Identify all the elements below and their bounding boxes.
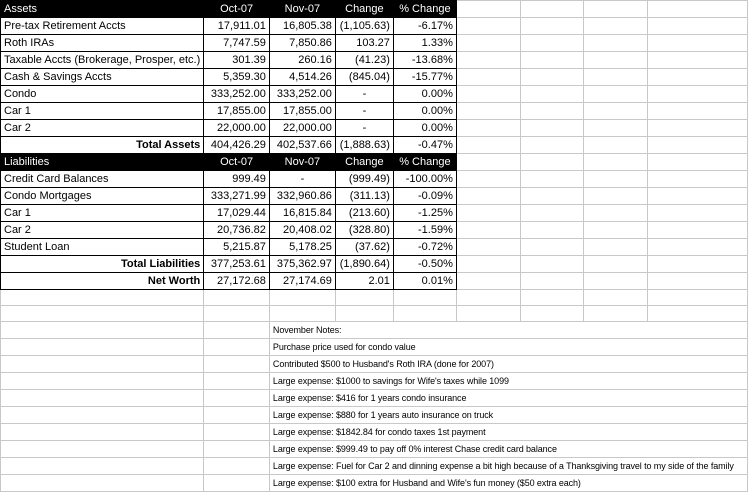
assets-header-cell[interactable]: Change xyxy=(335,1,393,18)
liabilities-header-cell[interactable]: Nov-07 xyxy=(269,154,335,171)
row-label-cell[interactable]: Roth IRAs xyxy=(1,35,204,52)
empty-cell[interactable] xyxy=(648,69,748,86)
liability-row xyxy=(1,205,748,222)
empty-row xyxy=(1,290,748,306)
value-cell[interactable]: -0.09% xyxy=(393,188,456,205)
empty-cell[interactable] xyxy=(456,18,520,35)
note-cell[interactable]: Large expense: $880 for 1 years auto insurance on truck xyxy=(269,407,747,424)
notes-row xyxy=(1,475,748,492)
value-cell[interactable]: (1,890.64) xyxy=(335,256,393,273)
total-liabilities-row xyxy=(1,256,748,273)
empty-cell[interactable] xyxy=(1,441,204,458)
notes-row xyxy=(1,441,748,458)
value-cell[interactable]: 333,252.00 xyxy=(269,86,335,103)
empty-cell[interactable] xyxy=(1,290,204,306)
empty-cell[interactable] xyxy=(584,306,648,322)
value-cell[interactable]: 7,747.59 xyxy=(204,35,270,52)
note-cell[interactable]: Large expense: $999.49 to pay off 0% interest Chase credit card balance xyxy=(269,441,747,458)
value-cell[interactable]: 332,960.86 xyxy=(269,188,335,205)
empty-cell[interactable] xyxy=(204,306,270,322)
liability-row xyxy=(1,171,748,188)
value-cell[interactable]: (999.49) xyxy=(335,171,393,188)
empty-cell[interactable] xyxy=(456,171,520,188)
empty-cell[interactable] xyxy=(648,1,748,18)
asset-row xyxy=(1,103,748,120)
empty-cell[interactable] xyxy=(584,290,648,306)
empty-cell[interactable] xyxy=(335,306,393,322)
empty-cell[interactable] xyxy=(1,373,204,390)
net-worth-row xyxy=(1,273,748,290)
empty-cell[interactable] xyxy=(456,137,520,154)
value-cell[interactable]: 402,537.66 xyxy=(269,137,335,154)
value-cell[interactable]: 27,174.69 xyxy=(269,273,335,290)
empty-cell[interactable] xyxy=(584,137,648,154)
empty-cell[interactable] xyxy=(648,171,748,188)
total-assets-row xyxy=(1,137,748,154)
value-cell[interactable]: -6.17% xyxy=(393,18,456,35)
row-label-cell[interactable]: Total Assets xyxy=(1,137,204,154)
note-cell[interactable]: Large expense: Fuel for Car 2 and dinning expense a bit high because of a Thanksgiving travel to my side of the family xyxy=(269,458,747,475)
row-label-cell[interactable]: Condo Mortgages xyxy=(1,188,204,205)
value-cell[interactable]: -13.68% xyxy=(393,52,456,69)
empty-cell[interactable] xyxy=(584,205,648,222)
value-cell[interactable]: 17,911.01 xyxy=(204,18,270,35)
value-cell[interactable]: 0.01% xyxy=(393,273,456,290)
empty-cell[interactable] xyxy=(456,120,520,137)
empty-cell[interactable] xyxy=(520,18,584,35)
value-cell[interactable]: 103.27 xyxy=(335,35,393,52)
value-cell[interactable]: (41.23) xyxy=(335,52,393,69)
note-cell[interactable]: Large expense: $1842.84 for condo taxes 1st payment xyxy=(269,424,747,441)
empty-cell[interactable] xyxy=(520,1,584,18)
value-cell[interactable]: 5,215.87 xyxy=(204,239,270,256)
empty-cell[interactable] xyxy=(204,390,270,407)
row-label-cell[interactable]: Cash & Savings Accts xyxy=(1,69,204,86)
liabilities-header-row xyxy=(1,154,748,171)
value-cell[interactable]: 333,271.99 xyxy=(204,188,270,205)
empty-cell[interactable] xyxy=(1,322,204,339)
value-cell[interactable]: (213.60) xyxy=(335,205,393,222)
empty-cell[interactable] xyxy=(1,475,204,492)
empty-cell[interactable] xyxy=(648,239,748,256)
empty-cell[interactable] xyxy=(204,424,270,441)
empty-cell[interactable] xyxy=(520,69,584,86)
assets-header-row xyxy=(1,1,748,18)
empty-cell[interactable] xyxy=(584,256,648,273)
empty-cell[interactable] xyxy=(456,290,520,306)
notes-row xyxy=(1,373,748,390)
asset-row xyxy=(1,86,748,103)
note-cell[interactable]: Large expense: $1000 to savings for Wife's taxes while 1099 xyxy=(269,373,747,390)
empty-cell[interactable] xyxy=(520,154,584,171)
empty-cell[interactable] xyxy=(1,339,204,356)
row-label-cell[interactable]: Car 1 xyxy=(1,103,204,120)
value-cell[interactable]: 5,178.25 xyxy=(269,239,335,256)
value-cell[interactable]: 22,000.00 xyxy=(269,120,335,137)
empty-cell[interactable] xyxy=(204,458,270,475)
row-label-cell[interactable]: Condo xyxy=(1,86,204,103)
value-cell[interactable]: -0.72% xyxy=(393,239,456,256)
value-cell[interactable]: -15.77% xyxy=(393,69,456,86)
empty-cell[interactable] xyxy=(204,407,270,424)
empty-cell[interactable] xyxy=(520,86,584,103)
liabilities-header-cell[interactable]: Liabilities xyxy=(1,154,204,171)
empty-cell[interactable] xyxy=(520,306,584,322)
value-cell[interactable]: (328.80) xyxy=(335,222,393,239)
value-cell[interactable]: - xyxy=(269,171,335,188)
empty-cell[interactable] xyxy=(204,373,270,390)
value-cell[interactable]: 333,252.00 xyxy=(204,86,270,103)
liabilities-header-cell[interactable]: % Change xyxy=(393,154,456,171)
asset-row xyxy=(1,69,748,86)
note-cell[interactable]: Large expense: $416 for 1 years condo insurance xyxy=(269,390,747,407)
value-cell[interactable]: 17,855.00 xyxy=(269,103,335,120)
empty-cell[interactable] xyxy=(520,290,584,306)
value-cell[interactable]: -0.50% xyxy=(393,256,456,273)
empty-cell[interactable] xyxy=(269,306,335,322)
value-cell[interactable]: -100.00% xyxy=(393,171,456,188)
empty-cell[interactable] xyxy=(584,222,648,239)
row-label-cell[interactable]: Credit Card Balances xyxy=(1,171,204,188)
asset-row xyxy=(1,120,748,137)
empty-cell[interactable] xyxy=(648,205,748,222)
value-cell[interactable]: 999.49 xyxy=(204,171,270,188)
value-cell[interactable]: 2.01 xyxy=(335,273,393,290)
empty-cell[interactable] xyxy=(204,475,270,492)
value-cell[interactable]: 7,850.86 xyxy=(269,35,335,52)
empty-cell[interactable] xyxy=(1,407,204,424)
empty-cell[interactable] xyxy=(1,356,204,373)
notes-row xyxy=(1,458,748,475)
liabilities-header-cell[interactable]: Change xyxy=(335,154,393,171)
empty-cell[interactable] xyxy=(648,188,748,205)
value-cell[interactable]: 375,362.97 xyxy=(269,256,335,273)
empty-cell[interactable] xyxy=(520,256,584,273)
empty-cell[interactable] xyxy=(584,273,648,290)
assets-header-cell[interactable]: Nov-07 xyxy=(269,1,335,18)
asset-row xyxy=(1,52,748,69)
value-cell[interactable]: 301.39 xyxy=(204,52,270,69)
assets-header-cell[interactable]: % Change xyxy=(393,1,456,18)
empty-cell[interactable] xyxy=(456,52,520,69)
assets-header-cell[interactable]: Assets xyxy=(1,1,204,18)
empty-row xyxy=(1,306,748,322)
notes-row xyxy=(1,339,748,356)
empty-cell[interactable] xyxy=(648,222,748,239)
empty-cell[interactable] xyxy=(648,35,748,52)
empty-cell[interactable] xyxy=(584,120,648,137)
empty-cell[interactable] xyxy=(520,188,584,205)
empty-cell[interactable] xyxy=(648,306,748,322)
notes-row xyxy=(1,390,748,407)
empty-cell[interactable] xyxy=(648,52,748,69)
empty-cell[interactable] xyxy=(520,103,584,120)
value-cell[interactable]: (311.13) xyxy=(335,188,393,205)
asset-row xyxy=(1,18,748,35)
value-cell[interactable]: - xyxy=(335,86,393,103)
value-cell[interactable]: 22,000.00 xyxy=(204,120,270,137)
empty-cell[interactable] xyxy=(456,154,520,171)
empty-cell[interactable] xyxy=(584,35,648,52)
value-cell[interactable]: - xyxy=(335,120,393,137)
note-cell[interactable]: Contributed $500 to Husband's Roth IRA (done for 2007) xyxy=(269,356,747,373)
liability-row xyxy=(1,239,748,256)
liability-row xyxy=(1,222,748,239)
value-cell[interactable]: 16,805.38 xyxy=(269,18,335,35)
notes-title[interactable]: November Notes: xyxy=(269,322,747,339)
assets-header-cell[interactable]: Oct-07 xyxy=(204,1,270,18)
value-cell[interactable]: 27,172.68 xyxy=(204,273,270,290)
row-label-cell[interactable]: Car 2 xyxy=(1,222,204,239)
note-cell[interactable]: Large expense: $100 extra for Husband and Wife's fun money ($50 extra each) xyxy=(269,475,747,492)
row-label-cell[interactable]: Car 1 xyxy=(1,205,204,222)
empty-cell[interactable] xyxy=(648,86,748,103)
empty-cell[interactable] xyxy=(269,290,335,306)
empty-cell[interactable] xyxy=(584,171,648,188)
liabilities-header-cell[interactable]: Oct-07 xyxy=(204,154,270,171)
value-cell[interactable]: 377,253.61 xyxy=(204,256,270,273)
row-label-cell[interactable]: Taxable Accts (Brokerage, Prosper, etc.) xyxy=(1,52,204,69)
empty-cell[interactable] xyxy=(648,18,748,35)
empty-cell[interactable] xyxy=(393,306,456,322)
value-cell[interactable]: (1,888.63) xyxy=(335,137,393,154)
empty-cell[interactable] xyxy=(584,103,648,120)
empty-cell[interactable] xyxy=(456,35,520,52)
empty-cell[interactable] xyxy=(584,18,648,35)
empty-cell[interactable] xyxy=(1,458,204,475)
empty-cell[interactable] xyxy=(648,103,748,120)
value-cell[interactable]: 5,359.30 xyxy=(204,69,270,86)
empty-cell[interactable] xyxy=(584,1,648,18)
empty-cell[interactable] xyxy=(456,86,520,103)
empty-cell[interactable] xyxy=(520,137,584,154)
empty-cell[interactable] xyxy=(335,290,393,306)
row-label-cell[interactable]: Car 2 xyxy=(1,120,204,137)
empty-cell[interactable] xyxy=(456,222,520,239)
value-cell[interactable]: 1.33% xyxy=(393,35,456,52)
empty-cell[interactable] xyxy=(456,256,520,273)
row-label-cell[interactable]: Pre-tax Retirement Accts xyxy=(1,18,204,35)
empty-cell[interactable] xyxy=(648,290,748,306)
value-cell[interactable]: 16,815.84 xyxy=(269,205,335,222)
value-cell[interactable]: 20,408.02 xyxy=(269,222,335,239)
liability-row xyxy=(1,188,748,205)
value-cell[interactable]: (37.62) xyxy=(335,239,393,256)
empty-cell[interactable] xyxy=(648,273,748,290)
empty-cell[interactable] xyxy=(520,273,584,290)
empty-cell[interactable] xyxy=(456,188,520,205)
empty-cell[interactable] xyxy=(204,441,270,458)
value-cell[interactable]: (1,105.63) xyxy=(335,18,393,35)
empty-cell[interactable] xyxy=(456,1,520,18)
value-cell[interactable]: 0.00% xyxy=(393,86,456,103)
empty-cell[interactable] xyxy=(584,154,648,171)
value-cell[interactable]: 260.16 xyxy=(269,52,335,69)
empty-cell[interactable] xyxy=(648,120,748,137)
empty-cell[interactable] xyxy=(584,86,648,103)
value-cell[interactable]: 17,029.44 xyxy=(204,205,270,222)
empty-cell[interactable] xyxy=(456,273,520,290)
empty-cell[interactable] xyxy=(1,390,204,407)
empty-cell[interactable] xyxy=(456,103,520,120)
empty-cell[interactable] xyxy=(204,322,270,339)
value-cell[interactable]: -0.47% xyxy=(393,137,456,154)
empty-cell[interactable] xyxy=(520,120,584,137)
notes-row xyxy=(1,356,748,373)
value-cell[interactable]: 17,855.00 xyxy=(204,103,270,120)
value-cell[interactable]: 20,736.82 xyxy=(204,222,270,239)
value-cell[interactable]: - xyxy=(335,103,393,120)
empty-cell[interactable] xyxy=(584,239,648,256)
empty-cell[interactable] xyxy=(648,137,748,154)
notes-row xyxy=(1,322,748,339)
value-cell[interactable]: 0.00% xyxy=(393,103,456,120)
empty-cell[interactable] xyxy=(520,171,584,188)
empty-cell[interactable] xyxy=(520,205,584,222)
notes-row xyxy=(1,424,748,441)
empty-cell[interactable] xyxy=(584,69,648,86)
value-cell[interactable]: 4,514.26 xyxy=(269,69,335,86)
empty-cell[interactable] xyxy=(520,52,584,69)
empty-cell[interactable] xyxy=(584,52,648,69)
empty-cell[interactable] xyxy=(456,205,520,222)
empty-cell[interactable] xyxy=(584,188,648,205)
empty-cell[interactable] xyxy=(520,239,584,256)
empty-cell[interactable] xyxy=(456,306,520,322)
value-cell[interactable]: -1.59% xyxy=(393,222,456,239)
empty-cell[interactable] xyxy=(204,290,270,306)
empty-cell[interactable] xyxy=(1,306,204,322)
row-label-cell[interactable]: Total Liabilities xyxy=(1,256,204,273)
empty-cell[interactable] xyxy=(393,290,456,306)
empty-cell[interactable] xyxy=(204,339,270,356)
empty-cell[interactable] xyxy=(520,222,584,239)
value-cell[interactable]: 404,426.29 xyxy=(204,137,270,154)
empty-cell[interactable] xyxy=(648,256,748,273)
empty-cell[interactable] xyxy=(1,424,204,441)
asset-row xyxy=(1,35,748,52)
empty-cell[interactable] xyxy=(456,69,520,86)
empty-cell[interactable] xyxy=(204,356,270,373)
value-cell[interactable]: (845.04) xyxy=(335,69,393,86)
empty-cell[interactable] xyxy=(520,35,584,52)
value-cell[interactable]: 0.00% xyxy=(393,120,456,137)
row-label-cell[interactable]: Student Loan xyxy=(1,239,204,256)
note-cell[interactable]: Purchase price used for condo value xyxy=(269,339,747,356)
value-cell[interactable]: -1.25% xyxy=(393,205,456,222)
notes-row xyxy=(1,407,748,424)
row-label-cell[interactable]: Net Worth xyxy=(1,273,204,290)
empty-cell[interactable] xyxy=(648,154,748,171)
empty-cell[interactable] xyxy=(456,239,520,256)
